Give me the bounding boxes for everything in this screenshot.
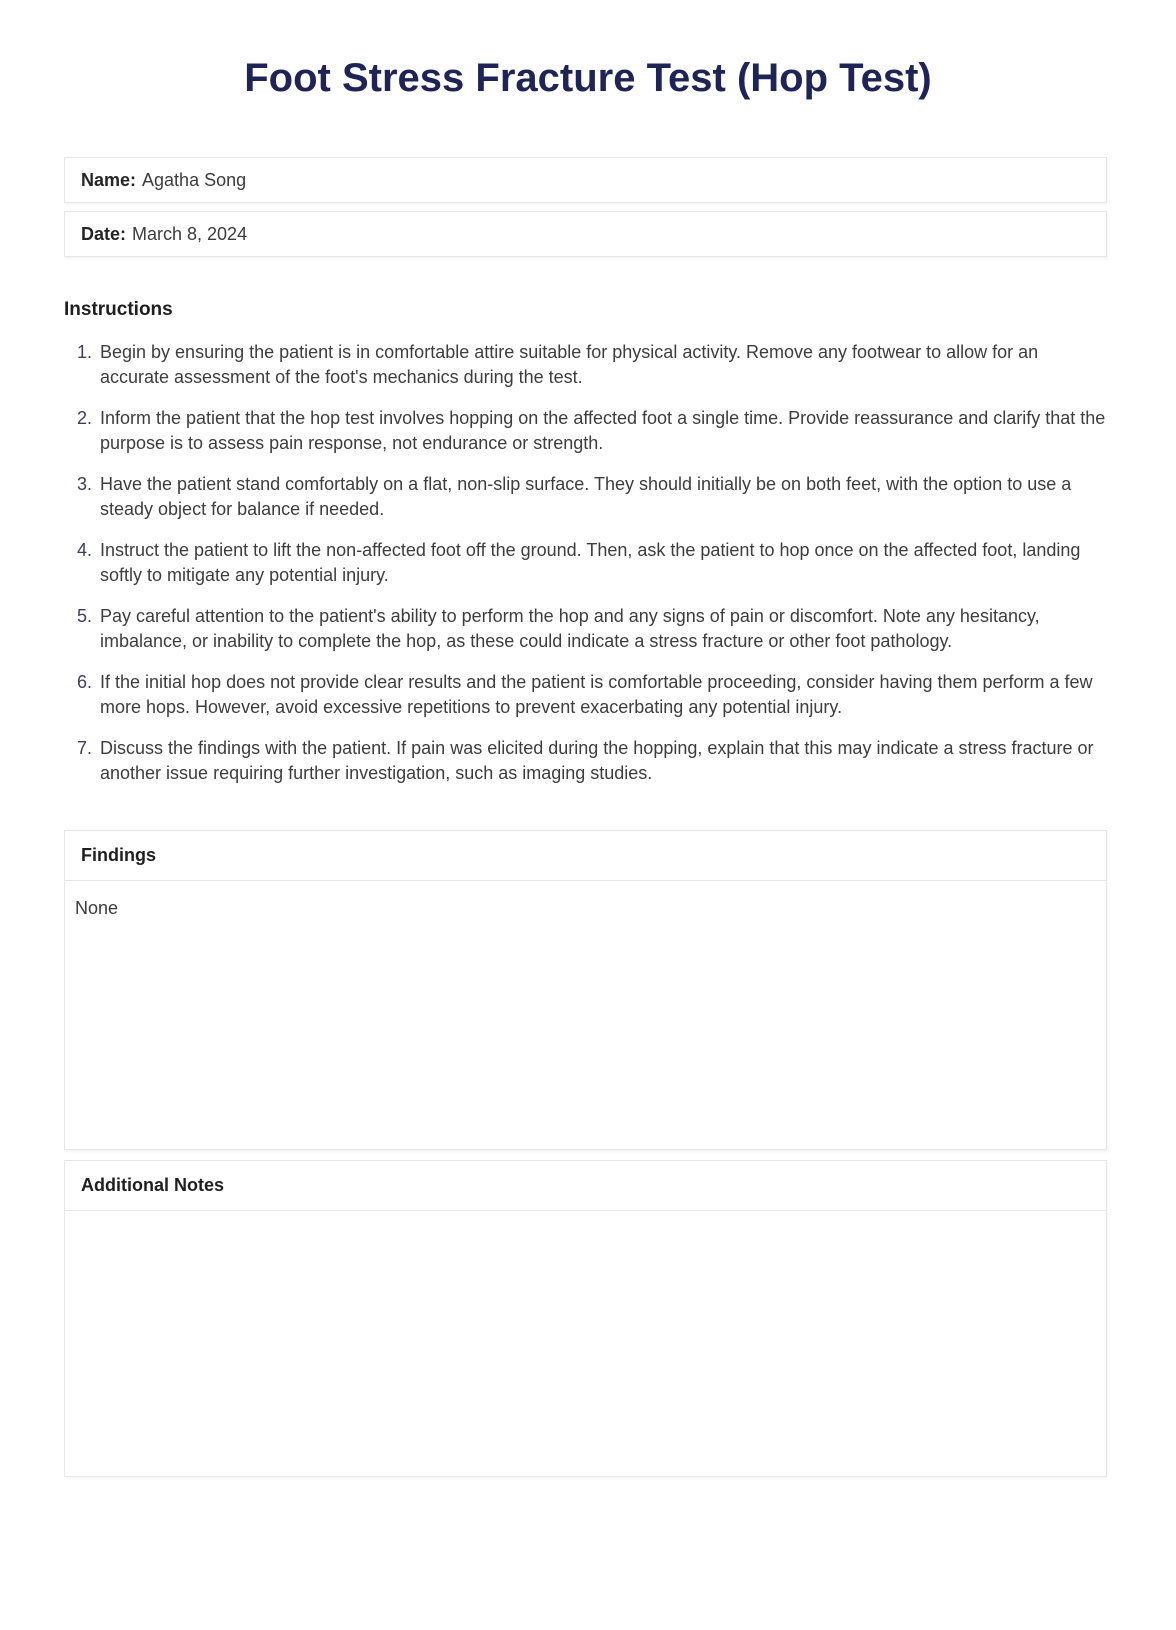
instruction-item-1: 1. Begin by ensuring the patient is in comfortable attire suitable for physical activity. Remove any footwear to allow for an accurate assessment of the foot's mechanics during the test.	[97, 340, 1107, 390]
instruction-item-7: 7. Discuss the findings with the patient. If pain was elicited during the hopping, explain that this may indicate a stress fracture or another issue requiring further investigation, such as imaging studies.	[97, 736, 1107, 786]
name-value: Agatha Song	[142, 169, 247, 190]
name-field-row	[64, 157, 1107, 203]
instruction-item-4: 4. Instruct the patient to lift the non-affected foot off the ground. Then, ask the patient to hop once on the affected foot, landing softly to mitigate any potential injury.	[97, 538, 1107, 588]
instruction-item-3: 3. Have the patient stand comfortably on a flat, non-slip surface. They should initially be on both feet, with the option to use a steady object for balance if needed.	[97, 472, 1107, 522]
date-label: Date:	[81, 223, 127, 244]
findings-content-field[interactable]: None	[75, 898, 119, 918]
additional-notes-heading: Additional Notes	[65, 1161, 1106, 1211]
instructions-list	[64, 340, 1107, 786]
name-label: Name:	[81, 169, 137, 190]
instruction-item-5: 5. Pay careful attention to the patient's ability to perform the hop and any signs of pain or discomfort. Note any hesitancy, imbalance, or inability to complete the hop, as these could indicate a stress fracture or other foot pathology.	[97, 604, 1107, 654]
patient-info-table	[64, 157, 1107, 257]
page-title: Foot Stress Fracture Test (Hop Test)	[244, 56, 932, 100]
additional-notes-section	[64, 1160, 1107, 1477]
date-field-row	[64, 211, 1107, 257]
additional-notes-content-field[interactable]	[65, 1211, 1106, 1476]
findings-section	[64, 830, 1107, 1150]
instruction-item-6: 6. If the initial hop does not provide clear results and the patient is comfortable proceeding, consider having them perform a few more hops. However, avoid excessive repetitions to prevent exacerbating any potential injury.	[97, 670, 1107, 720]
document-content	[64, 157, 1107, 1477]
date-value: March 8, 2024	[132, 223, 248, 244]
instruction-item-2: 2. Inform the patient that the hop test involves hopping on the affected foot a single time. Provide reassurance and clarify that the purpose is to assess pain response, not endurance or strength.	[97, 406, 1107, 456]
findings-heading: Findings	[65, 831, 1106, 881]
instructions-heading: Instructions	[64, 299, 173, 320]
